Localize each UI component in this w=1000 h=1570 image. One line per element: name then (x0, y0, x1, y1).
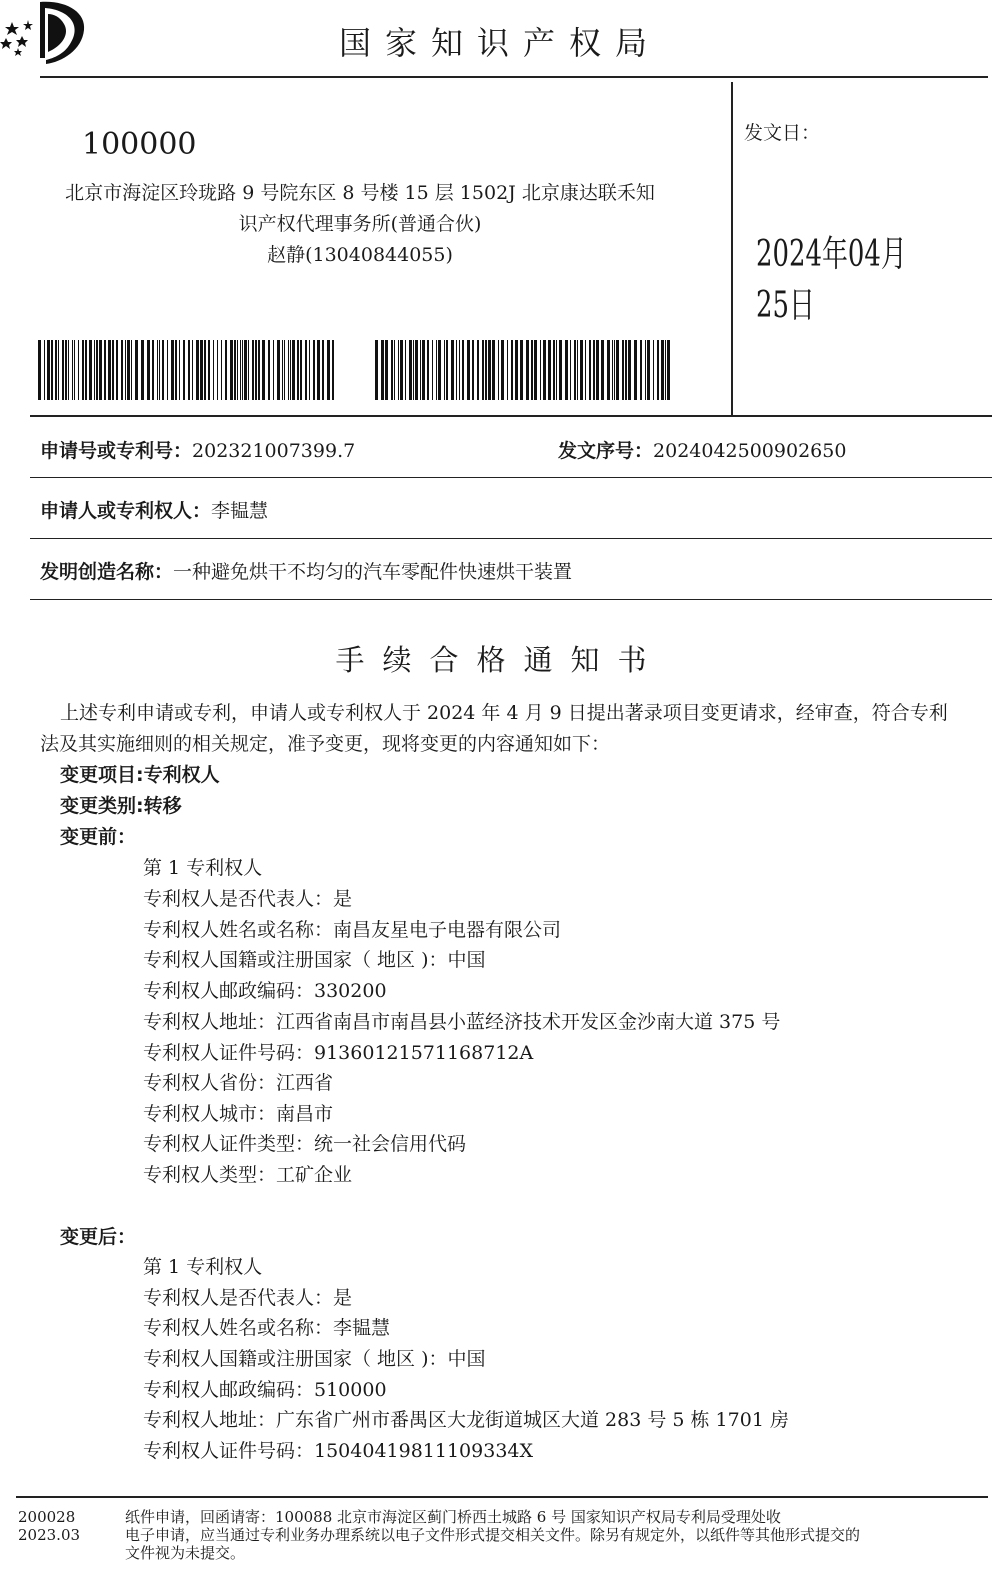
before-line: 专利权人类型：工矿企业 (143, 1164, 353, 1186)
invention-row (40, 557, 572, 584)
recipient-address-line1: 北京市海淀区玲珑路 9 号院东区 8 号楼 15 层 1502J 北京康达联禾知 (65, 182, 655, 204)
after-line: 专利权人是否代表人：是 (143, 1287, 353, 1309)
application-number-label: 申请号或专利号： (40, 440, 193, 462)
after-line: 专利权人证件号码：15040419811109334X (143, 1440, 534, 1462)
footer-divider (16, 1496, 988, 1498)
after-label: 变更后： (60, 1226, 137, 1248)
invention-label: 发明创造名称： (40, 561, 174, 583)
after-line: 专利权人邮政编码：510000 (143, 1379, 387, 1401)
issue-date: 2024年04月25日 (756, 234, 907, 326)
before-line: 专利权人证件类型：统一社会信用代码 (143, 1133, 467, 1155)
after-line: 专利权人地址：广东省广州市番禺区大龙街道城区大道 283 号 5 栋 1701 房 (143, 1409, 789, 1431)
before-line: 专利权人省份：江西省 (143, 1072, 334, 1094)
invention-title: 一种避免烘干不均匀的汽车零配件快速烘干装置 (173, 561, 573, 583)
change-type: 变更类别:转移 (60, 795, 182, 817)
application-number-row (40, 436, 355, 463)
notice-paragraph-line2: 法及其实施细则的相关规定，准予变更，现将变更的内容通知如下： (40, 733, 611, 755)
before-line: 专利权人证件号码：91360121571168712A (143, 1042, 534, 1064)
before-line: 专利权人姓名或名称：南昌友星电子电器有限公司 (143, 919, 562, 941)
before-line: 专利权人城市：南昌市 (143, 1103, 334, 1125)
before-line: 专利权人国籍或注册国家（ 地区 )：中国 (143, 949, 486, 971)
after-line: 第 1 专利权人 (143, 1256, 263, 1278)
recipient-address-line2: 识产权代理事务所(普通合伙) (238, 213, 482, 235)
field-divider (30, 477, 992, 478)
date-box-divider (731, 82, 733, 416)
serial-number-label: 发文序号： (558, 440, 654, 462)
serial-number: 2024042500902650 (653, 440, 847, 462)
form-code: 200028 (18, 1508, 76, 1526)
before-label: 变更前： (60, 826, 137, 848)
notice-title: 手续合格通知书 (335, 643, 665, 677)
address-block-bottom-line (30, 415, 992, 417)
barcode (38, 340, 334, 400)
applicant-row (40, 496, 268, 523)
before-line: 第 1 专利权人 (143, 857, 263, 879)
field-divider (30, 538, 992, 539)
serial-number-row (558, 436, 846, 463)
field-divider (30, 599, 992, 600)
applicant-name: 李韫慧 (211, 500, 269, 522)
notice-paragraph-line1: 上述专利申请或专利，申请人或专利权人于 2024 年 4 月 9 日提出著录项目变更请求，经审查，符合专利 (60, 702, 948, 724)
issue-date-label: 发文日： (744, 122, 821, 144)
before-line: 专利权人是否代表人：是 (143, 888, 353, 910)
org-title: 国家知识产权局 (338, 24, 661, 62)
before-line: 专利权人地址：江西省南昌市南昌县小蓝经济技术开发区金沙南大道 375 号 (143, 1011, 781, 1033)
footer-line3: 文件视为未提交。 (125, 1544, 246, 1562)
footer-line2: 电子申请，应当通过专利业务办理系统以电子文件形式提交相关文件。除另有规定外，以纸件等其他形式提交的 (125, 1526, 861, 1544)
header-divider (40, 76, 988, 78)
applicant-label: 申请人或专利权人： (40, 500, 212, 522)
form-date: 2023.03 (18, 1526, 81, 1544)
after-line: 专利权人国籍或注册国家（ 地区 )：中国 (143, 1348, 486, 1370)
before-line: 专利权人邮政编码：330200 (143, 980, 387, 1002)
barcode (375, 340, 671, 400)
change-item: 变更项目:专利权人 (60, 764, 220, 786)
footer-line1: 纸件申请，回函请寄：100088 北京市海淀区蓟门桥西土城路 6 号 国家知识产权局专利局受理处收 (125, 1508, 781, 1526)
application-number: 202321007399.7 (192, 440, 356, 462)
recipient-contact: 赵静(13040844055) (267, 244, 453, 266)
recipient-postcode: 100000 (82, 127, 197, 162)
after-line: 专利权人姓名或名称：李韫慧 (143, 1317, 391, 1339)
